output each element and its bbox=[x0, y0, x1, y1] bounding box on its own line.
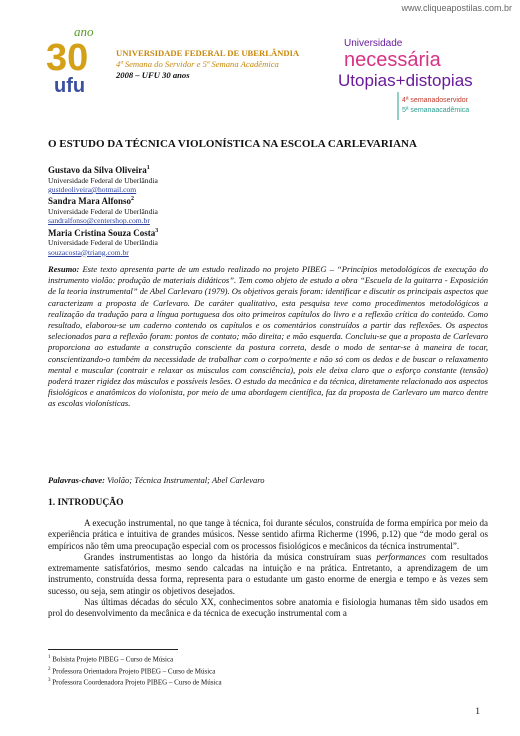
paragraph: Grandes instrumentistas ao longo da história da música construíram suas performances com resultados extremamente satisfatórios, mesmo sendo calcadas na intuição e na prática. Entretanto, a aprendizagem de um instrumento, construída dessa forma, representa para o estudante um gasto enorme de energia e tempo e às vezes sem sucesso, ou seja, sem atingir os objetivos desejados. bbox=[48, 551, 488, 596]
author-affiliation: Universidade Federal de Uberlândia bbox=[48, 175, 158, 185]
ufu-30-anos-logo bbox=[44, 22, 110, 96]
logo-line-necessaria: necessária bbox=[344, 49, 441, 71]
event-header bbox=[116, 48, 299, 81]
logo-word-ufu: ufu bbox=[54, 75, 86, 96]
author-email-link[interactable]: gustdeoliveira@hotmail.com bbox=[48, 184, 137, 194]
abstract-text: Este texto apresenta parte de um estudo realizado no projeto PIBEG – “Princípios metodológicos de execução do instrumento violão: produção de materiais didáticos”. Tem como objeto de estudo a obra “Escuela de la guitarra - Exposición de la teoria instrumental” de Abel Carlevaro (1979). Os objetivos gerais foram: identificar e discutir os principais aspectos que caracterizam a proposta de Carlevaro. De caráter qualitativo, esta pesquisa teve como procedimentos metodológicos a realização da tradução para a língua portuguesa dos oito primeiros capítulos do livro e a reflexão crítica do conteúdo. Como resultado, elaborou-se um caderno contendo os capítulos e os comentários construídos a partir das reflexões. Os aspectos selecionados para a reflexão foram: pontos de contato; mão direita; e mão esquerda. Concluiu-se que a proposta de Carlevaro proporciona ao estudante a construção consciente da postura correta, desde o modo de sentar-se à maneira de tocar, conscientizando-o também da necessidade de trabalhar com o corpo/mente e não só com os dedos e de buscar o relaxamento mental e muscular (contrair e relaxar os músculos com consciência), pois ele deixa claro que o esforço constante (tensão) poderá trazer rigidez dos músculos e possíveis lesões. O estudo da mecânica e da técnica, diretamente relacionado aos aspectos fisiológicos e anatômicos do violonista, por meio de uma abordagem científica, faz da proposta de Carlevaro um marco dentre as escolas violonísticas. bbox=[48, 264, 489, 409]
footnote: $^1$ Bolsista Projeto PIBEG – Curso de Música bbox=[48, 655, 174, 664]
logo-number-30: 30 bbox=[46, 37, 89, 79]
university-name: UNIVERSIDADE FEDERAL DE UBERLÂNDIA bbox=[116, 48, 300, 58]
watermark: www.cliqueapostilas.com.br bbox=[401, 3, 512, 13]
author-block bbox=[48, 194, 488, 225]
italic-term: performances bbox=[376, 551, 426, 562]
author-name: Sandra Mara Alfonso$^2$ bbox=[48, 196, 135, 207]
keywords-label: Palavras-chave: bbox=[48, 475, 105, 485]
section-body bbox=[48, 518, 488, 620]
footnote: $^3$ Professora Coordenadora Projeto PIBEG – Curso de Música bbox=[48, 678, 222, 687]
author-block bbox=[48, 226, 488, 257]
logo-line-utopias: Utopias+distopias bbox=[338, 71, 473, 90]
author-name: Gustavo da Silva Oliveira$^1$ bbox=[48, 165, 150, 175]
author-email-link[interactable]: souzacosta@triang.com.br bbox=[48, 247, 129, 257]
logo-line-universidade: Universidade bbox=[344, 38, 403, 49]
keywords bbox=[48, 475, 488, 485]
paragraph: Nas últimas décadas do século XX, conhecimentos sobre anatomia e fisiologia humanas têm sido usados em prol do desenvolvimento da mecânica e da técnica de execução instrumental com a bbox=[48, 597, 488, 619]
logo-line-academica: 5ª semanaacadêmica bbox=[402, 107, 470, 114]
logo-line-servidor: 4ª semanadoservidor bbox=[402, 97, 469, 104]
author-list bbox=[48, 163, 488, 257]
footnote-separator bbox=[48, 649, 178, 650]
universidade-necessaria-logo bbox=[336, 34, 496, 126]
abstract-label: Resumo: bbox=[48, 264, 80, 274]
paragraph: A execução instrumental, no que tange à técnica, foi durante séculos, construída de forma empírica por meio da experiência prática e intuitiva de grandes músicos. Nesse sentido afirma Richerme (1996, p.12) que “de modo geral os empíricos não têm uma preocupação especial com os processos fisiológicos e mecânicos da técnica instrumental”. bbox=[48, 518, 488, 551]
abstract bbox=[48, 264, 488, 410]
event-year: 2008 – UFU 30 anos bbox=[116, 70, 190, 80]
author-affiliation: Universidade Federal de Uberlândia bbox=[48, 206, 158, 216]
page-number: 1 bbox=[475, 707, 480, 717]
keywords-text: Violão; Técnica Instrumental; Abel Carlevaro bbox=[107, 475, 265, 485]
footnote: $^2$ Professora Orientadora Projeto PIBEG – Curso de Música bbox=[48, 666, 216, 675]
footnotes bbox=[48, 653, 348, 688]
logo-word-ano: ano bbox=[74, 24, 94, 39]
event-name: 4ª Semana do Servidor e 5ª Semana Acadêmica bbox=[116, 59, 279, 69]
author-block bbox=[48, 163, 488, 194]
author-affiliation: Universidade Federal de Uberlândia bbox=[48, 238, 158, 248]
section-heading: 1. INTRODUÇÃO bbox=[48, 498, 124, 508]
author-email-link[interactable]: sandralfonso@centershop.com.br bbox=[48, 216, 150, 226]
author-name: Maria Cristina Souza Costa$^3$ bbox=[48, 227, 159, 238]
paper-title: O ESTUDO DA TÉCNICA VIOLONÍSTICA NA ESCOLA CARLEVARIANA bbox=[48, 138, 417, 150]
